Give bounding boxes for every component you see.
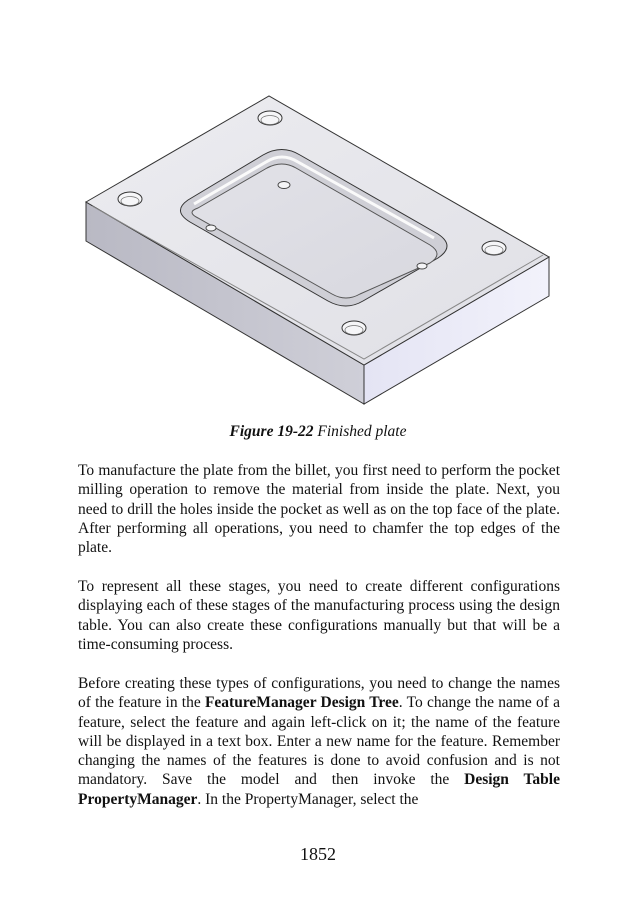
finished-plate-figure — [70, 88, 570, 410]
body-paragraph — [78, 461, 560, 557]
paragraph-text: To represent all these stages, you need to create different configurations displaying each of these stages of the manufacturing process using the design table. You can also create these configurations manually but that will be a time-consuming process. — [78, 578, 560, 653]
design-table-term: Design Table PropertyManager — [78, 771, 560, 808]
figure-caption-label: Figure 19-22 — [229, 423, 314, 440]
figure-caption-text: Finished plate — [317, 423, 407, 440]
paragraph-text: Before creating these types of configurations, you need to change the names of the feature in the — [78, 675, 560, 712]
body-paragraph — [78, 674, 560, 809]
page-number: 1852 — [300, 844, 336, 864]
paragraph-text: . In the PropertyManager, select the — [197, 790, 419, 808]
body-paragraph — [78, 577, 560, 654]
paragraph-text: To manufacture the plate from the billet, you first need to perform the pocket milling operation to remove the material from inside the plate. Next, you need to drill the holes inside the pocket as well as on the top face of the plate. After performing all operations, you need to chamfer the top edges of the plate. — [78, 462, 560, 557]
feature-manager-term: FeatureManager Design Tree — [204, 694, 399, 712]
paragraph-text: . To change the name of a feature, select the feature and again left-click on it; the name of the feature will be displayed in a text box. Enter a new name for the feature. Remember changing the names of the features is done to avoid confusion and is not mandatory. Save the model and then invoke the — [78, 694, 560, 789]
figure-caption — [0, 423, 636, 441]
finished-plate-drawing — [70, 88, 570, 410]
